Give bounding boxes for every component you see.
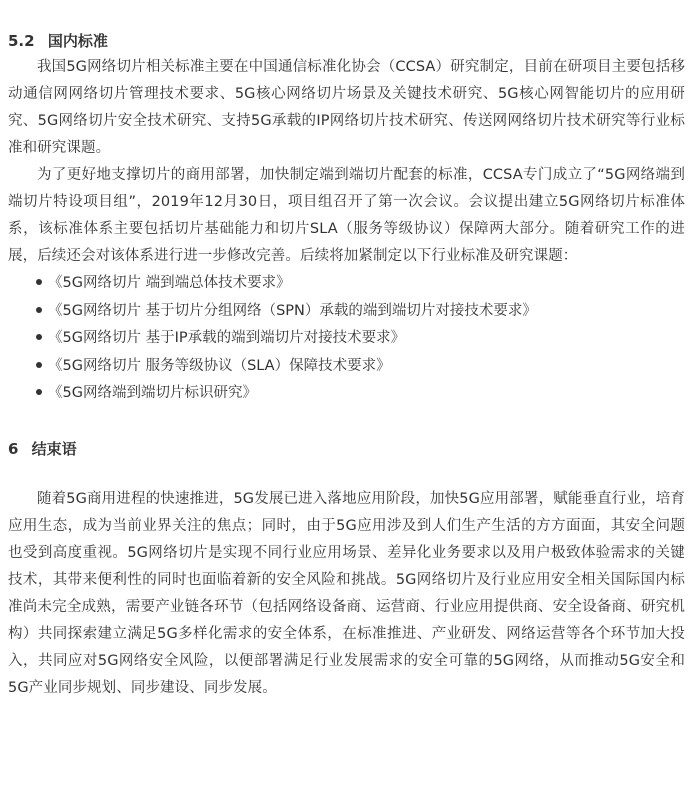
list-item [36,270,685,298]
list-item [36,325,685,353]
section-heading-6 [8,436,685,462]
bullet-icon [36,334,42,340]
paragraph: 我国5G网络切片相关标准主要在中国通信标准化协会（CCSA）研究制定，目前在研项目主要包括移动通信网网络切片管理技术要求、5G核心网络切片场景及关键技术研究、5G核心网智能切片的应用研究、5G网络切片安全技术研究、支持5G承载的IP网络切片技术研究、传送网网络切片技术研究等行业标准和研究课题。 [8,59,685,156]
standards-list [36,270,685,408]
bullet-icon [36,389,42,395]
list-item [36,298,685,326]
section-number: 5.2 [8,32,35,50]
list-item-text: 《5G网络端到端切片标识研究》 [48,385,257,401]
section-heading-5-2 [8,28,685,54]
list-item [36,380,685,408]
bullet-icon [36,307,42,313]
section-title: 结束语 [31,439,77,458]
section-title: 国内标准 [47,32,108,50]
section-number: 6 [8,439,19,458]
list-item [36,353,685,381]
paragraph: 为了更好地支撑切片的商用部署，加快制定端到端切片配套的标准，CCSA专门成立了“5G网络端到端切片特设项目组”，2019年12月30日，项目组召开了第一次会议。会议提出建立5G网络切片标准体系，该标准体系主要包括切片基础能力和切片SLA（服务等级协议）保障两大部分。随着研究工作的进展，后续还会对该体系进行进一步修改完善。后续将加紧制定以下行业标准及研究课题： [8,167,685,264]
list-item-text: 《5G网络切片 基于切片分组网络（SPN）承载的端到端切片对接技术要求》 [48,302,537,319]
list-item-text: 《5G网络切片 服务等级协议（SLA）保障技术要求》 [48,357,391,374]
list-item-text: 《5G网络切片 基于IP承载的端到端切片对接技术要求》 [48,330,406,346]
bullet-icon [36,279,42,285]
list-item-text: 《5G网络切片 端到端总体技术要求》 [48,275,291,291]
paragraph: 随着5G商用进程的快速推进，5G发展已进入落地应用阶段，加快5G应用部署，赋能垂直行业，培育应用生态，成为当前业界关注的焦点；同时，由于5G应用涉及到人们生产生活的方方面面，其安全问题也受到高度重视。5G网络切片是实现不同行业应用场景、差异化业务要求以及用户极致体验需求的关键技术，其带来便利性的同时也面临着新的安全风险和挑战。5G网络切片及行业应用安全相关国际国内标准尚未完全成熟，需要产业链各环节（包括网络设备商、运营商、行业应用提供商、安全设备商、研究机构）共同探索建立满足5G多样化需求的安全体系，在标准推进、产业研发、网络运营等各个环节加大投入，共同应对5G网络安全风险，以便部署满足行业发展需求的安全可靠的5G网络，从而推动5G安全和5G产业同步规划、同步建设、同步发展。 [8,490,685,696]
bullet-icon [36,362,42,368]
